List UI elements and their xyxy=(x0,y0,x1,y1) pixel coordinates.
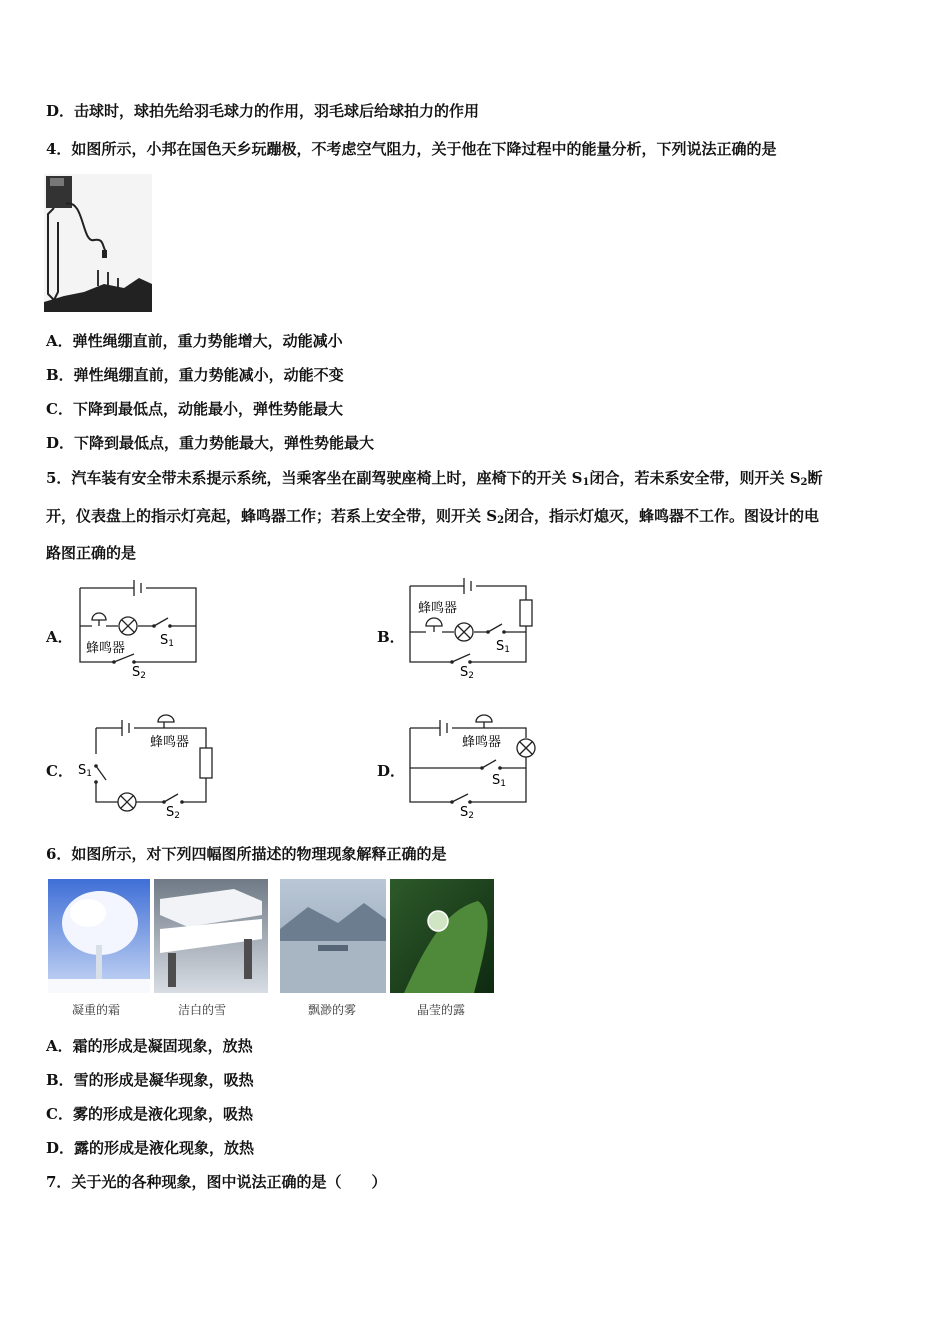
caption-fog: 飘渺的雾 xyxy=(307,1003,356,1017)
circuit-c xyxy=(74,710,224,822)
snow-photo xyxy=(154,879,268,993)
q4-option-d: D．下降到最低点，重力势能最大，弹性势能最大 xyxy=(46,434,375,452)
caption-dew: 晶莹的露 xyxy=(416,1003,465,1017)
q6-option-b: B．雪的形成是凝华现象，吸热 xyxy=(46,1071,254,1089)
q5-stem-line2: 开，仪表盘上的指示灯亮起，蜂鸣器工作；若系上安全带，则开关 $S_2$闭合，指示灯熄灭，蜂鸣器不工作。图设计的电 xyxy=(46,507,820,526)
q5-label-d: D． xyxy=(377,762,406,780)
caption-frost: 凝重的霜 xyxy=(71,1003,120,1017)
buzzer-label-b: 蜂鸣器 xyxy=(418,601,458,616)
circuit-a xyxy=(74,576,204,682)
q7-stem: 7．关于光的各种现象，图中说法正确的是（ ） xyxy=(46,1173,387,1191)
s1-label-a: S1 xyxy=(160,633,174,649)
s2-label-a: S2 xyxy=(132,665,146,681)
q4-option-a: A．弹性绳绷直前，重力势能增大，动能减小 xyxy=(46,332,343,350)
q5-label-a: A． xyxy=(46,628,73,646)
q6-stem: 6．如图所示，对下列四幅图所描述的物理现象解释正确的是 xyxy=(46,845,447,863)
circuit-b xyxy=(404,574,544,682)
s1-label-c: S1 xyxy=(78,763,92,779)
q6-option-d: D．露的形成是液化现象，放热 xyxy=(46,1139,255,1157)
buzzer-label-c: 蜂鸣器 xyxy=(150,735,190,750)
q5-stem-line1: 5．汽车装有安全带未系提示系统，当乘客坐在副驾驶座椅上时，座椅下的开关 $S_1$闭合，若未系安全带，则开关 $S_2$断 xyxy=(46,469,823,488)
s1-label-d: S1 xyxy=(492,773,506,789)
caption-snow: 洁白的雪 xyxy=(177,1003,226,1017)
q5-label-c: C． xyxy=(46,762,73,780)
q3-option-d: D．击球时，球拍先给羽毛球力的作用，羽毛球后给球拍力的作用 xyxy=(46,102,480,120)
q6-option-a: A．霜的形成是凝固现象，放热 xyxy=(46,1037,253,1055)
q4-option-c: C．下降到最低点，动能最小，弹性势能最大 xyxy=(46,400,343,418)
q5-stem-line3: 路图正确的是 xyxy=(46,544,137,562)
q4-option-b: B．弹性绳绷直前，重力势能减小，动能不变 xyxy=(46,366,344,384)
q5-label-b: B． xyxy=(377,628,405,646)
s2-label-c: S2 xyxy=(166,805,180,821)
s1-label-b: S1 xyxy=(496,639,510,655)
fog-photo xyxy=(280,879,386,993)
circuit-d xyxy=(404,708,554,824)
bungee-jump-image xyxy=(44,174,152,312)
s2-label-d: S2 xyxy=(460,805,474,821)
q6-photo-strip xyxy=(48,879,494,993)
q4-stem: 4．如图所示，小邦在国色天乡玩蹦极，不考虑空气阻力，关于他在下降过程中的能量分析，下列说法正确的是 xyxy=(46,140,777,158)
dew-photo xyxy=(390,879,494,993)
s2-label-b: S2 xyxy=(460,665,474,681)
frost-photo xyxy=(48,879,150,993)
buzzer-label-d: 蜂鸣器 xyxy=(462,735,502,750)
q6-option-c: C．雾的形成是液化现象，吸热 xyxy=(46,1105,253,1123)
buzzer-label-a: 蜂鸣器 xyxy=(86,641,126,656)
